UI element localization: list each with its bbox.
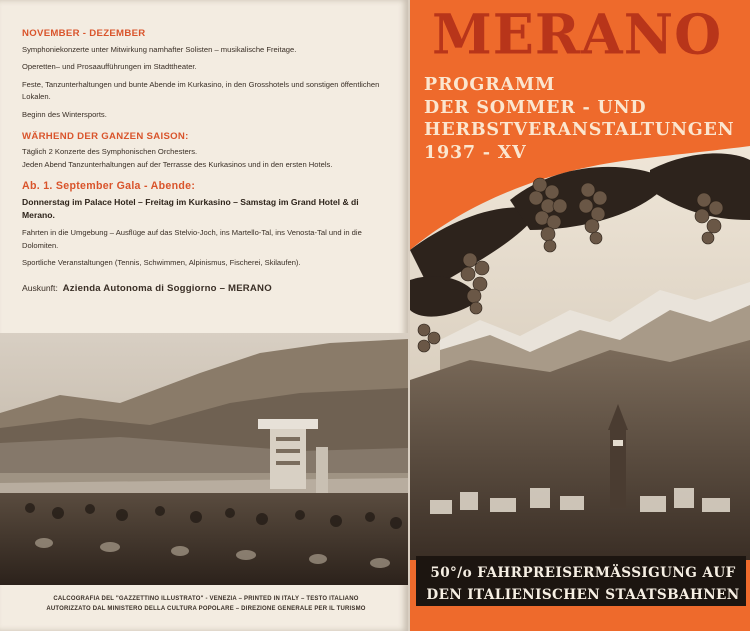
cover-title: MERANO xyxy=(432,1,723,67)
fare-discount-notice xyxy=(424,562,742,606)
credit-line-2: AUTORIZZATO DAL MINISTERO DELLA CULTURA POPOLARE – DIREZIONE GENERALE PER IL TURISMO xyxy=(46,606,366,612)
notice-line-2: DEN ITALIENISCHEN STAATSBAHNEN xyxy=(426,587,740,603)
heading-whole-season: WÄRHEND DER GANZEN SAISON: xyxy=(22,130,189,142)
paragraph-evening-dances: Jeden Abend Tanzunterhaltungen auf der Terrasse des Kurkasinos und in den ersten Hotels. xyxy=(22,159,333,169)
programme-text xyxy=(22,24,390,295)
racecourse-photo xyxy=(0,333,408,585)
subtitle-line-2: DER SOMMER - UND xyxy=(424,97,647,118)
heading-november-december: NOVEMBER - DEZEMBER xyxy=(22,28,146,39)
paragraph-daily-concerts: Täglich 2 Konzerte des Symphonischen Orchesters. xyxy=(22,147,198,157)
heading-gala-evenings: Ab. 1. September Gala - Abende: xyxy=(22,180,196,193)
subtitle-line-4: 1937 - XV xyxy=(424,142,527,163)
printer-credits xyxy=(22,594,390,614)
subtitle-line-1: PROGRAMM xyxy=(424,75,556,95)
paragraph-sports: Sportliche Veranstaltungen (Tennis, Schwimmen, Alpinismus, Fischerei, Skilaufen). xyxy=(22,258,301,268)
subtitle-line-3: HERBSTVERANSTALTUNGEN xyxy=(424,120,735,140)
paragraph-excursions: Fahrten in die Umgebung – Ausflüge auf das Stelvio-Joch, ins Martello-Tal, ins Venosta-Tal und in die Dolomiten. xyxy=(22,227,362,250)
paragraph-gala-schedule: Donnerstag im Palace Hotel – Freitag im Kurkasino – Samstag im Grand Hotel & di Merano. xyxy=(22,196,359,220)
cover-subtitle xyxy=(424,74,744,164)
information-label: Auskunft: xyxy=(22,282,58,293)
credit-line-1: CALCOGRAFIA DEL "GAZZETTINO ILLUSTRATO" - VENEZIA – PRINTED IN ITALY – TESTO ITALIANO xyxy=(53,596,359,602)
paragraph-operettas: Operetten– und Prosaaufführungen im Stadttheater. xyxy=(22,62,197,72)
paragraph-concerts: Symphoniekonzerte unter Mitwirkung namhafter Solisten – musikalische Freitage. xyxy=(22,44,297,54)
paragraph-festivities: Feste, Tanzunterhaltungen und bunte Abende im Kurkasino, in den Grosshotels und sonstigen öffentlichen Lokalen. xyxy=(22,79,380,102)
notice-line-1: 50°/o FAHRPREISERMÄSSIGUNG AUF xyxy=(430,565,736,581)
information-line xyxy=(22,282,390,296)
information-value: Azienda Autonoma di Soggiorno – MERANO xyxy=(62,282,272,294)
racecourse-illustration xyxy=(0,333,408,585)
paragraph-winter-sports: Beginn des Wintersports. xyxy=(22,109,107,119)
cover-panel xyxy=(410,0,750,631)
